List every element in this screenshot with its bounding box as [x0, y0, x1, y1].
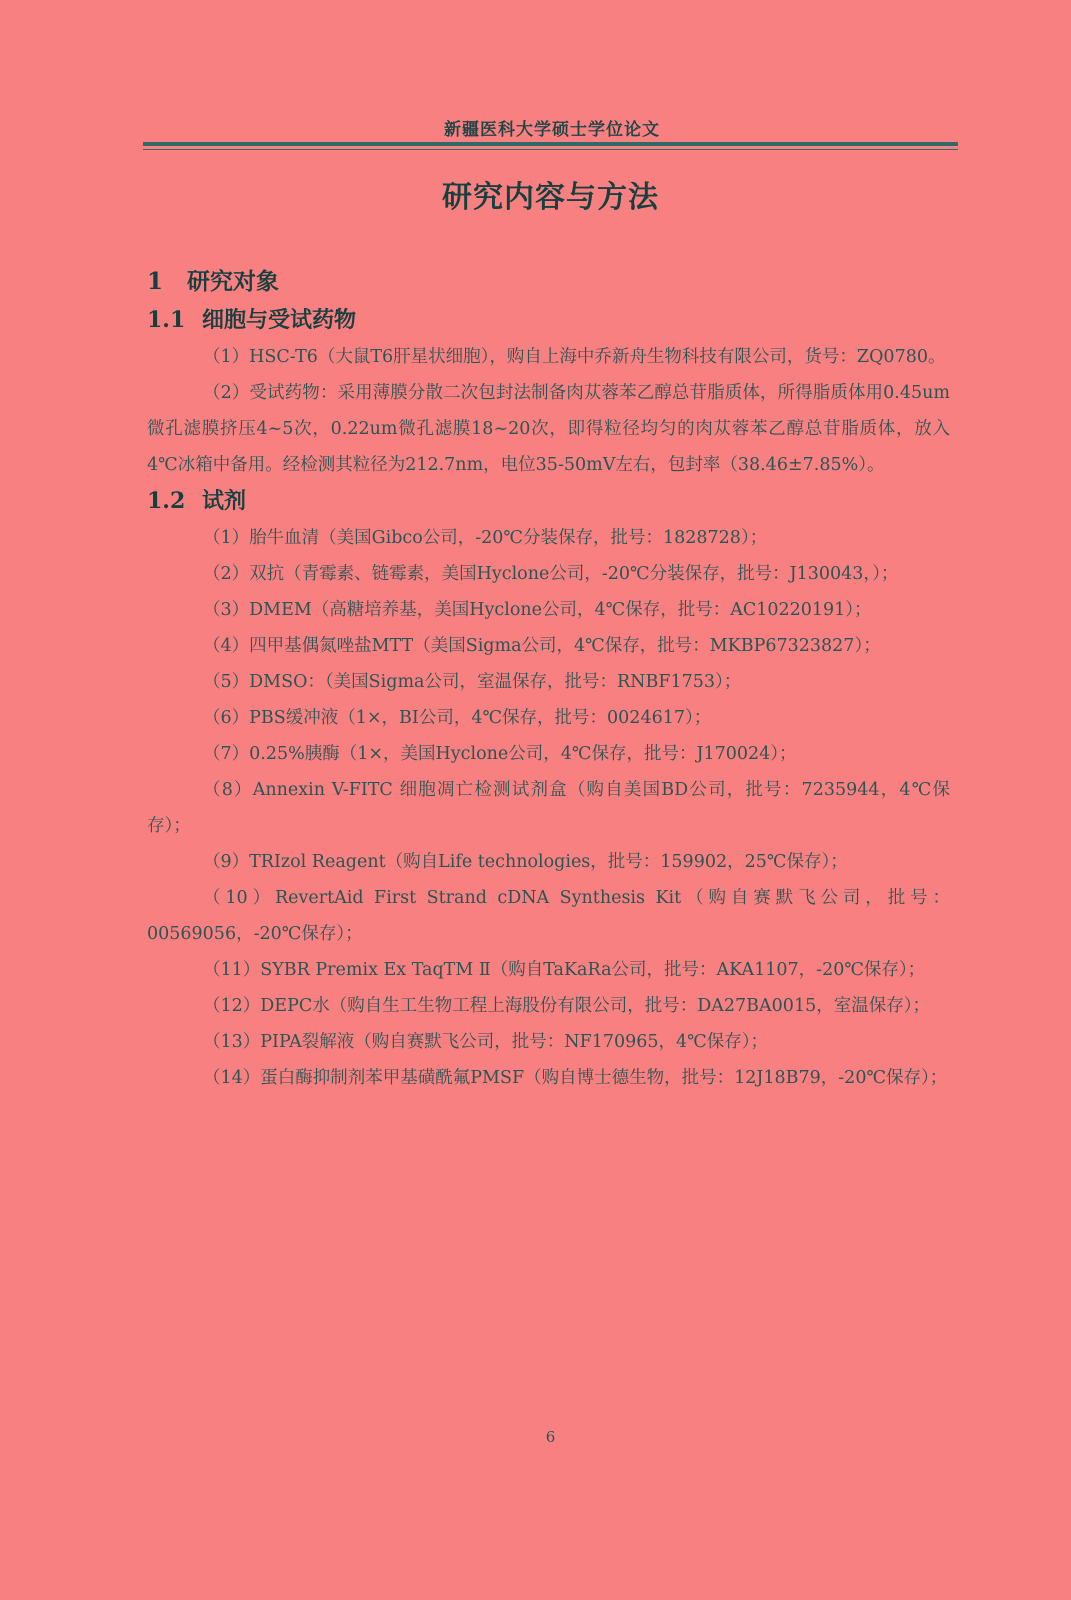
- reagent-item: （13）PIPA裂解液（购自赛默飞公司，批号：NF170965，4℃保存）；: [203, 1032, 768, 1052]
- header-rule-thin: [143, 149, 958, 150]
- reagent-item: （9）TRIzol Reagent（购自Life technologies，批号：159902，25℃保存）；: [203, 852, 848, 872]
- reagent-item: （6）PBS缓冲液（1×，BI公司，4℃保存，批号：0024617）；: [203, 708, 712, 728]
- body-content: [147, 262, 950, 1096]
- section-1-1-heading: [147, 302, 950, 339]
- reagent-item: （14）蛋白酶抑制剂苯甲基磺酰氟PMSF（购自博士德生物，批号：12J18B79，-20℃保存）；: [203, 1068, 948, 1088]
- section-title: 细胞与受试药物: [202, 307, 357, 333]
- section-number: 1.2: [147, 488, 186, 514]
- section-title: 试剂: [202, 488, 247, 514]
- section-number: 1.1: [147, 307, 186, 333]
- section-1-heading: [147, 262, 950, 302]
- reagent-item: （7）0.25%胰酶（1×，美国Hyclone公司，4℃保存，批号：J170024）；: [203, 744, 797, 764]
- reagent-item: （5）DMSO：（美国Sigma公司，室温保存，批号：RNBF1753）；: [203, 672, 742, 692]
- reagent-item: （2）双抗（青霉素、链霉素，美国Hyclone公司，-20℃分装保存，批号：J130043，）；: [203, 564, 899, 584]
- reagent-item: （11）SYBR Premix Ex TaqTM Ⅱ（购自TaKaRa公司，批号：AKA1107，-20℃保存）；: [203, 960, 926, 980]
- reagent-item: （10）RevertAid First Strand cDNA Synthesis Kit（购自赛默飞公司，批号：00569056，-20℃保存）；: [147, 888, 950, 944]
- running-header: 新疆医科大学硕士学位论文: [444, 120, 660, 140]
- header-rule-thick: [143, 142, 958, 146]
- reagent-item: （12）DEPC水（购自生工生物工程上海股份有限公司，批号：DA27BA0015，室温保存）；: [203, 996, 930, 1016]
- paragraph: （2）受试药物：采用薄膜分散二次包封法制备肉苁蓉苯乙醇总苷脂质体，所得脂质体用0.45um微孔滤膜挤压4~5次，0.22um微孔滤膜18~20次，即得粒径均匀的肉苁蓉苯乙醇总苷脂质体，放入4℃冰箱中备用。经检测其粒径为212.7nm，电位35-50mV左右，包封率（38.46±7.85%）。: [147, 383, 950, 475]
- section-1-2-heading: [147, 483, 950, 520]
- page-number: 6: [545, 1428, 556, 1446]
- paragraph: （1）HSC-T6（大鼠T6肝星状细胞），购自上海中乔新舟生物科技有限公司，货号：ZQ0780。: [203, 347, 946, 367]
- reagent-item: （1）胎牛血清（美国Gibco公司，-20℃分装保存，批号：1828728）；: [203, 528, 768, 548]
- reagent-item: （3）DMEM（高糖培养基，美国Hyclone公司，4℃保存，批号：AC10220191）；: [203, 600, 872, 620]
- section-title: 研究对象: [187, 268, 279, 295]
- reagent-item: （8）Annexin V-FITC 细胞凋亡检测试剂盒（购自美国BD公司，批号：7235944，4℃保存）；: [147, 780, 950, 836]
- chapter-title: 研究内容与方法: [442, 180, 659, 215]
- reagent-item: （4）四甲基偶氮唑盐MTT（美国Sigma公司，4℃保存，批号：MKBP67323827）；: [203, 636, 881, 656]
- section-number: 1: [147, 268, 164, 295]
